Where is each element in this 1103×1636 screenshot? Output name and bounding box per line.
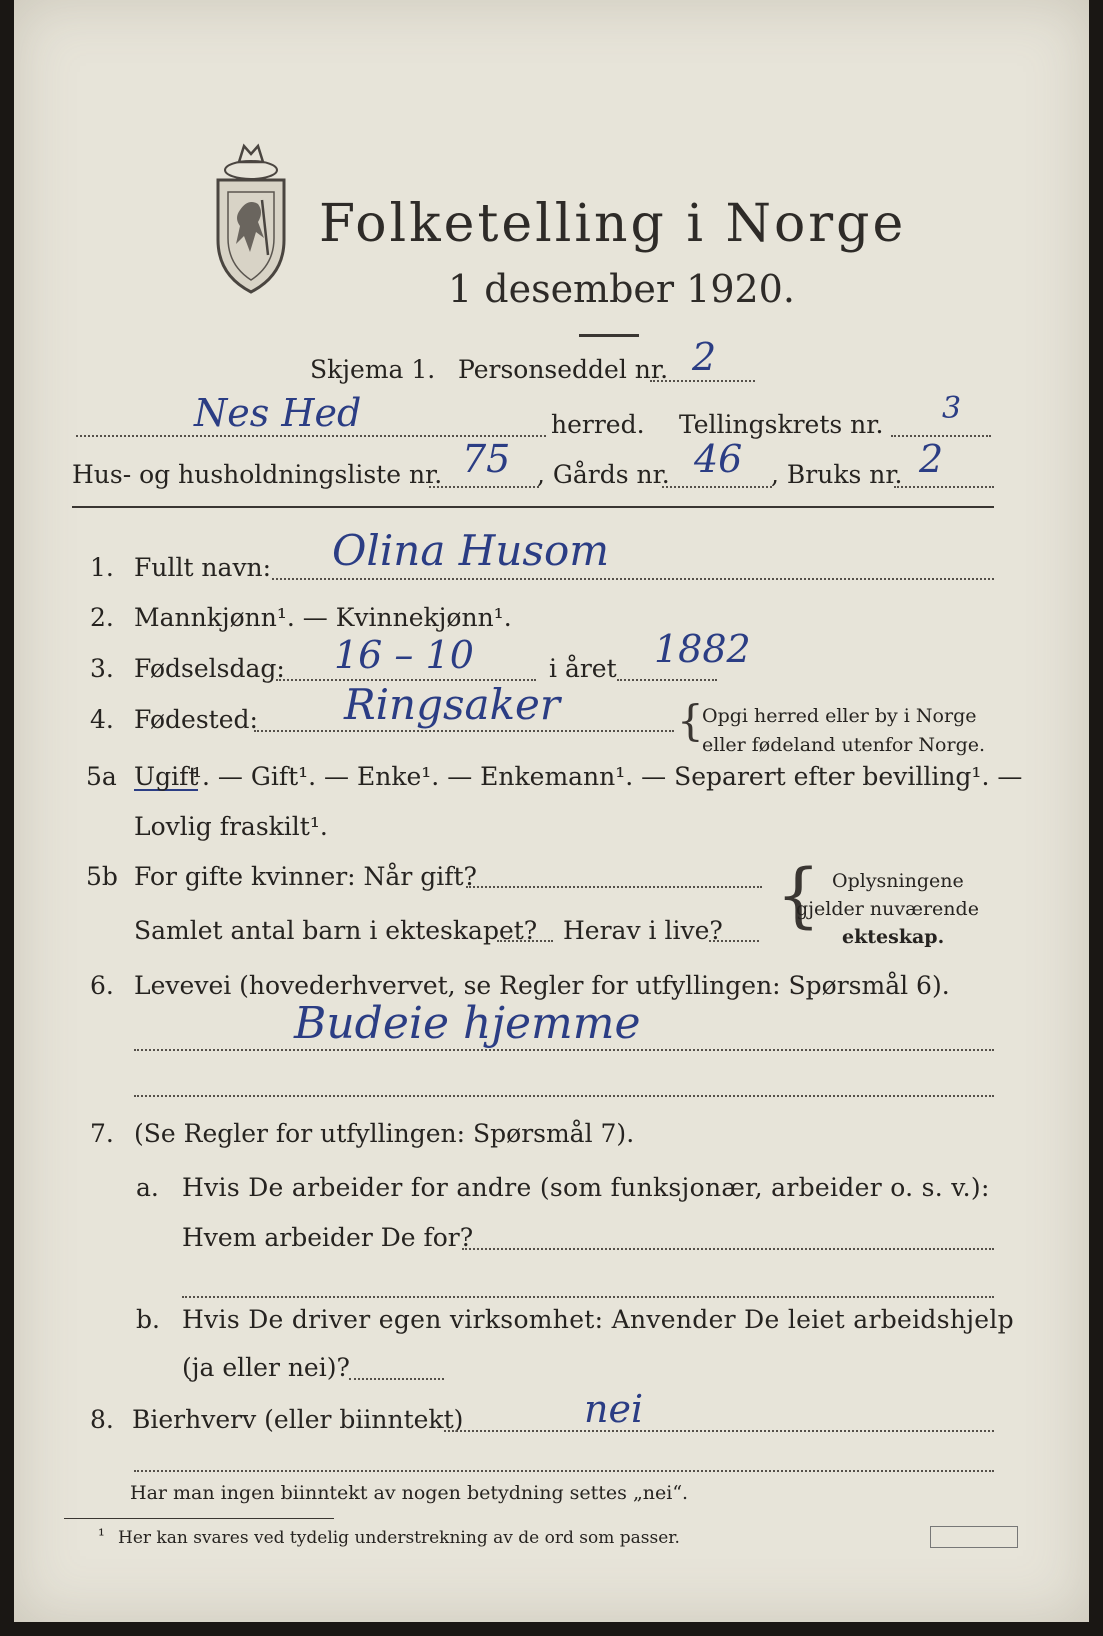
printer-stamp [930,1526,1018,1548]
birthplace-note-1: Opgi herred eller by i Norge [702,705,977,727]
q4-label: Fødested: [134,705,258,734]
hired-help-label: (ja eller nei)? [182,1353,350,1382]
hired-help-line [349,1378,444,1380]
personseddel-line [650,380,755,382]
q5a-number: 5a [86,762,117,791]
gards-line [662,486,772,488]
gender-options: Mannkjønn¹. — Kvinnekjønn¹. [134,603,512,632]
employer-label: Hvem arbeider De for? [182,1223,474,1252]
title-divider [579,334,639,337]
side-income-line-1 [444,1430,994,1432]
form-title: Folketelling i Norge [319,194,907,254]
year-label: i året [549,654,617,683]
marriage-note-3: ekteskap. [842,926,945,948]
occupation-line-1 [134,1049,994,1051]
occupation-value: Budeie hjemme [294,998,641,1049]
skjema-label: Skjema 1. [310,355,436,384]
side-income-note: Har man ingen biinntekt av nogen betydning settes „nei“. [130,1482,689,1504]
ugift-option: Ugift [134,762,199,791]
personseddel-label: Personseddel nr. [458,355,669,384]
tellingskrets-label: Tellingskrets nr. [679,410,884,439]
q1-label: Fullt navn: [134,553,272,582]
married-when-label: For gifte kvinner: Når gift? [134,862,477,891]
norwegian-coat-of-arms-icon [204,140,299,300]
husliste-value: 75 [462,437,511,481]
q6-number: 6. [90,971,114,1000]
occupation-line-2 [134,1095,994,1097]
q8-number: 8. [90,1405,114,1434]
bruks-value: 2 [919,437,944,481]
footnote-text: Her kan svares ved tydelig understrekning av de ord som passer. [118,1528,680,1548]
gards-label: , Gårds nr. [537,460,670,489]
q7b-letter: b. [136,1305,160,1334]
employer-line-2 [182,1296,994,1298]
q1-number: 1. [90,553,114,582]
children-count-label: Samlet antal barn i ekteskapet? [134,916,538,945]
occupation-label: Levevei (hovederhvervet, se Regler for utfyllingen: Spørsmål 6). [134,971,950,1000]
q3-number: 3. [90,654,114,683]
married-when-line [466,886,762,888]
q2-number: 2. [90,603,114,632]
census-form-page [14,0,1089,1622]
marriage-note-2: gjelder nuværende [796,898,979,920]
birthplace-line [254,730,674,732]
husliste-label: Hus- og husholdningsliste nr. [72,460,443,489]
gards-value: 46 [694,437,743,481]
full-name-value: Olina Husom [332,526,610,575]
bruks-line [894,486,994,488]
side-income-label: Bierhverv (eller biinntekt) [132,1405,464,1434]
q7-number: 7. [90,1119,114,1148]
civil-status-options: ¹. — Gift¹. — Enke¹. — Enkemann¹. — Separert efter bevilling¹. — [192,762,1023,791]
q7-label: (Se Regler for utfyllingen: Spørsmål 7). [134,1119,635,1148]
header-divider [72,506,994,508]
year-line [617,679,717,681]
footnote-divider [64,1518,334,1519]
q4-number: 4. [90,705,114,734]
birthplace-value: Ringsaker [344,680,560,729]
birthplace-note-2: eller fødeland utenfor Norge. [702,734,986,756]
brace: { [677,696,704,745]
birth-year-value: 1882 [654,627,751,671]
q7b-question: Hvis De driver egen virksomhet: Anvender De leiet arbeidshjelp [182,1305,1014,1334]
herred-label: herred. [551,410,645,439]
personseddel-value: 2 [692,335,717,379]
q7a-question: Hvis De arbeider for andre (som funksjonær, arbeider o. s. v.): [182,1173,990,1202]
brace: { [776,854,821,936]
side-income-value: nei [584,1387,644,1431]
census-date: 1 desember 1920. [448,267,795,311]
children-alive-label: Herav i live? [563,916,723,945]
tellingskrets-value: 3 [942,391,962,426]
herred-value: Nes Hed [194,391,362,435]
children-count-line [497,940,553,942]
side-income-line-2 [134,1470,994,1472]
children-alive-line [709,940,759,942]
husliste-line [429,486,539,488]
q3-label: Fødselsdag: [134,654,285,683]
bruks-label: , Bruks nr. [771,460,903,489]
lovlig-fraskilt-option: Lovlig fraskilt¹. [134,812,328,841]
full-name-line [272,578,994,580]
marriage-note-1: Oplysningene [832,870,964,892]
footnote-marker: ¹ [98,1526,105,1546]
birthday-value: 16 – 10 [334,633,474,677]
employer-line-1 [462,1248,994,1250]
q7a-letter: a. [136,1173,159,1202]
q5b-number: 5b [86,862,118,891]
